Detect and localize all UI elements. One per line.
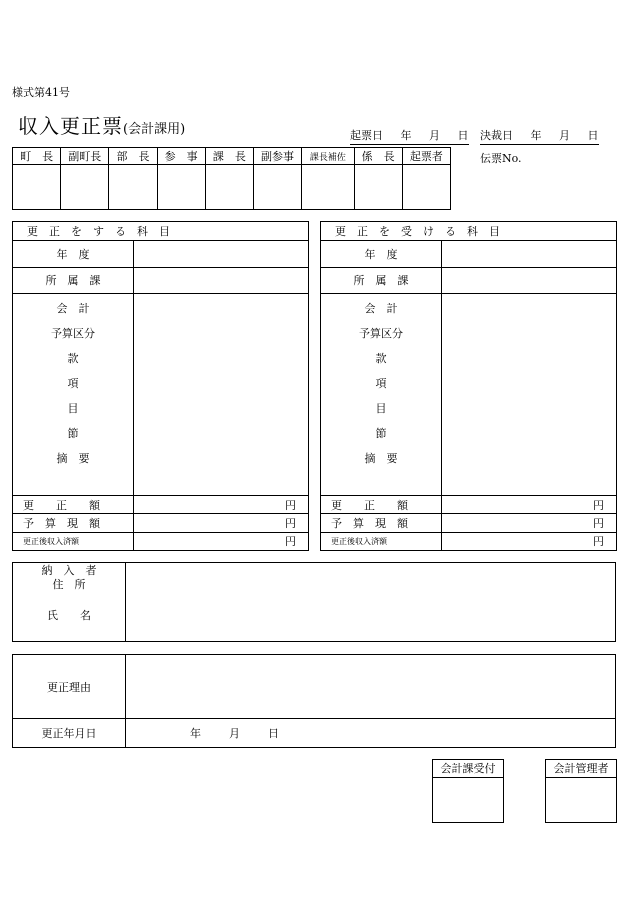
kousei-amount-field[interactable]: 円 — [442, 496, 617, 514]
approval-role: 係 長 — [354, 148, 402, 165]
go-shunyu-amount-field[interactable]: 円 — [442, 532, 617, 550]
row-label-yosan: 予算区分 — [51, 327, 95, 341]
shozoku-field[interactable] — [442, 267, 617, 293]
kihyo-label: 起票日 — [350, 129, 383, 142]
row-label-moku: 目 — [67, 402, 79, 416]
reason-field[interactable] — [126, 655, 616, 719]
approval-stamp-cell[interactable] — [354, 165, 402, 210]
name-label: 氏 名 — [47, 609, 91, 622]
account-detail-field[interactable] — [442, 294, 617, 496]
row-label-go-shunyu: 更正後収入済額 — [321, 532, 442, 550]
approval-role: 課長補佐 — [302, 148, 354, 165]
row-label-setsu: 節 — [375, 427, 387, 441]
nendo-field[interactable] — [134, 241, 309, 267]
row-label-kaikei: 会 計 — [364, 302, 398, 316]
panel-header: 更 正 を す る 科 目 — [13, 222, 309, 241]
date-label: 更正年月日 — [13, 719, 126, 748]
approval-role: 副町長 — [61, 148, 109, 165]
row-label-nendo: 年 度 — [321, 241, 442, 267]
row-label-shozoku: 所 属 課 — [13, 267, 134, 293]
nendo-field[interactable] — [442, 241, 617, 267]
kihyo-month: 月 — [429, 129, 440, 142]
form-title-main: 収入更正票 — [18, 114, 123, 138]
date-field[interactable] — [126, 719, 616, 748]
approval-stamp-cell[interactable] — [402, 165, 450, 210]
account-detail-field[interactable] — [134, 294, 309, 496]
approval-role: 課 長 — [205, 148, 253, 165]
kanrisha-stamp-box[interactable] — [545, 759, 617, 823]
form-title — [18, 110, 185, 139]
kessai-year: 年 — [530, 129, 542, 142]
account-labels — [321, 294, 442, 496]
date-year: 年 — [190, 727, 201, 740]
row-label-kousei: 更 正 額 — [321, 496, 442, 514]
denpyo-no: 伝票No. — [480, 152, 522, 165]
row-label-kan: 款 — [67, 352, 79, 366]
go-shunyu-amount-field[interactable]: 円 — [134, 532, 309, 550]
approval-stamp-cell[interactable] — [13, 165, 61, 210]
kanrisha-label: 会計管理者 — [546, 760, 616, 778]
row-label-kan: 款 — [375, 352, 387, 366]
kaikeika-stamp-box[interactable] — [432, 759, 504, 823]
date-day: 日 — [268, 727, 279, 740]
approval-role: 起票者 — [402, 148, 450, 165]
target-account-table — [320, 221, 617, 551]
form-number: 様式第41号 — [12, 86, 70, 99]
row-label-yosan: 予算区分 — [359, 327, 403, 341]
source-account-table — [12, 221, 309, 551]
payer-table — [12, 562, 616, 642]
approval-stamp-cell[interactable] — [157, 165, 205, 210]
payer-field[interactable] — [126, 563, 616, 642]
row-label-setsu: 節 — [67, 427, 79, 441]
reason-table — [12, 654, 616, 748]
approval-stamp-cell[interactable] — [61, 165, 109, 210]
row-label-ko: 項 — [67, 377, 79, 391]
approval-role: 副参事 — [253, 148, 301, 165]
yosan-gen-amount-field[interactable]: 円 — [134, 514, 309, 532]
account-labels — [13, 294, 134, 496]
approval-table — [12, 147, 451, 210]
row-label-moku: 目 — [375, 402, 387, 416]
payer-label: 納 入 者 — [41, 564, 97, 577]
approval-role: 部 長 — [109, 148, 157, 165]
address-label: 住 所 — [52, 578, 86, 591]
row-label-tekiyo: 摘 要 — [56, 452, 90, 466]
payer-labels — [13, 563, 126, 642]
kessai-label: 決裁日 — [480, 129, 513, 142]
row-label-yosan-gen: 予 算 現 額 — [321, 514, 442, 532]
row-label-nendo: 年 度 — [13, 241, 134, 267]
approval-stamp-cell[interactable] — [302, 165, 354, 210]
row-label-ko: 項 — [375, 377, 387, 391]
approval-stamp-cell[interactable] — [253, 165, 301, 210]
date-month: 月 — [229, 727, 240, 740]
approval-role: 参 事 — [157, 148, 205, 165]
kessai-day: 日 — [587, 129, 599, 142]
row-label-yosan-gen: 予 算 現 額 — [13, 514, 134, 532]
kousei-amount-field[interactable]: 円 — [134, 496, 309, 514]
yosan-gen-amount-field[interactable]: 円 — [442, 514, 617, 532]
row-label-go-shunyu: 更正後収入済額 — [13, 532, 134, 550]
row-label-kaikei: 会 計 — [56, 302, 90, 316]
kaikeika-label: 会計課受付 — [433, 760, 503, 778]
shozoku-field[interactable] — [134, 267, 309, 293]
form-title-sub: (会計課用) — [123, 122, 186, 137]
approval-role: 町 長 — [13, 148, 61, 165]
row-label-kousei: 更 正 額 — [13, 496, 134, 514]
reason-label: 更正理由 — [13, 655, 126, 719]
panel-header: 更 正 を 受 け る 科 目 — [321, 222, 617, 241]
kihyo-day: 日 — [457, 129, 469, 142]
approval-stamp-cell[interactable] — [109, 165, 157, 210]
kihyo-date — [350, 127, 469, 145]
kessai-month: 月 — [559, 129, 570, 142]
kihyo-year: 年 — [400, 129, 412, 142]
approval-stamp-cell[interactable] — [205, 165, 253, 210]
kessai-date — [480, 127, 599, 145]
row-label-tekiyo: 摘 要 — [364, 452, 398, 466]
row-label-shozoku: 所 属 課 — [321, 267, 442, 293]
